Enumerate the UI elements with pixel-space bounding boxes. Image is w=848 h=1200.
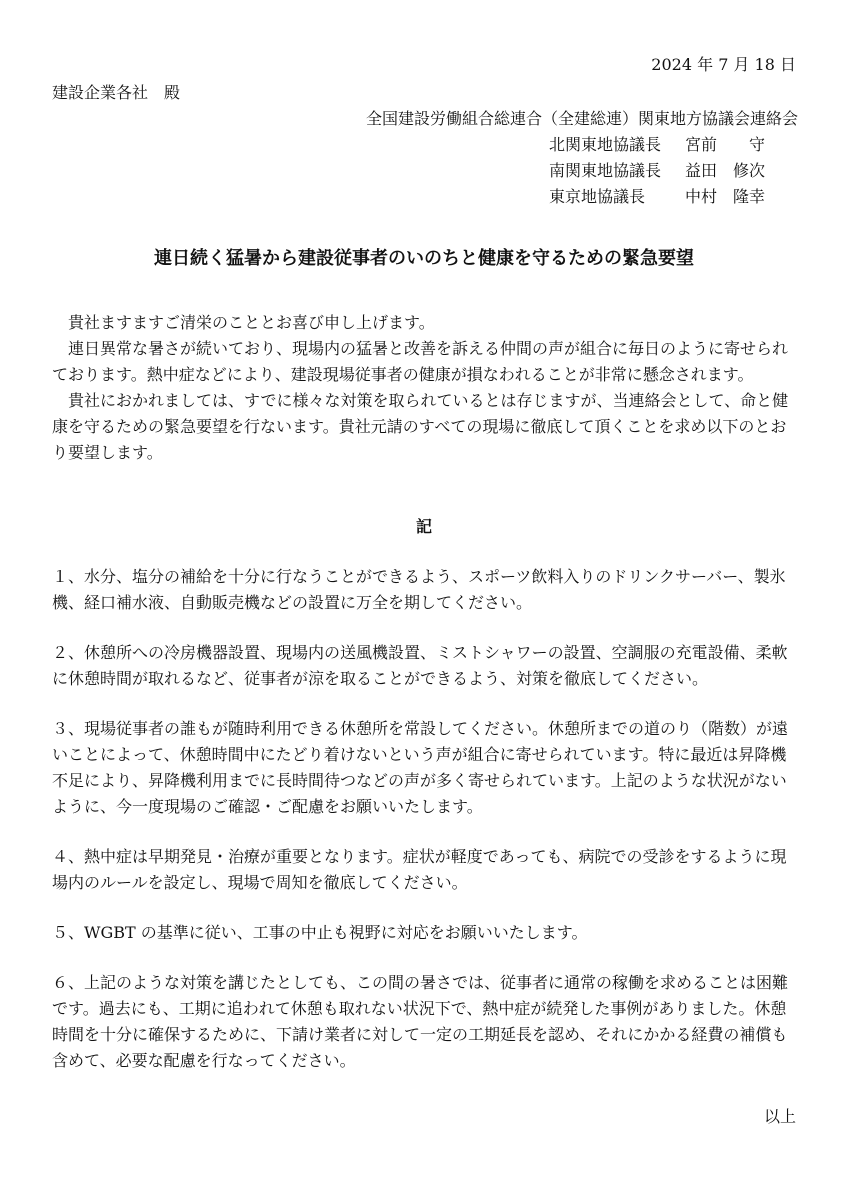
request-item: ３、現場従事者の誰もが随時利用できる休憩所を常設してください。休憩所までの道のり（階数）が遠いことによって、休憩時間中にたどり着けないという声が組合に寄せられています。特に最近は昇降機不足により、昇降機利用までに長時間待つなどの声が多く寄せられています。上記のような状況がないように、今一度現場のご確認・ご配慮をお願いいたします。 [52,719,789,816]
intro-paragraph: 貴社におかれましては、すでに様々な対策を取られているとは存じますが、当連絡会として、命と健康を守るための緊急要望を行ないます。貴社元請のすべての現場に徹底して頂くことを求め以下のとおり要望します。 [52,391,789,462]
sender-block [366,106,798,210]
signatory-row [549,158,798,184]
intro-paragraph: 貴社ますますご清栄のこととお喜び申し上げます。 [68,313,435,332]
request-list [52,564,800,1098]
request-item: ２、休憩所への冷房機器設置、現場内の送風機設置、ミストシャワーの設置、空調服の充電設備、柔軟に休憩時間が取れるなど、従事者が涼を取ることができるよう、対策を徹底してください。 [52,643,788,688]
document-date: 2024 年 7 月 18 日 [651,55,796,74]
addressee: 建設企業各社 殿 [52,83,181,102]
signatory-title: 南関東地協議長 [548,161,661,180]
intro-section [52,310,800,466]
request-item: ４、熱中症は早期発見・治療が重要となります。症状が軽度であっても、病院での受診をするように現場内のルールを設定し、現場で周知を徹底してください。 [52,847,787,892]
signatory-name: 宮前 守 [684,135,765,154]
request-item: ５、WGBT の基準に従い、工事の中止も視野に対応をお願いいたします。 [52,923,588,942]
request-item: ６、上記のような対策を講じたとしても、この間の暑さでは、従事者に通常の稼働を求めることは困難です。過去にも、工期に追われて休憩も取れない状況下で、熱中症が続発した事例がありました。休憩時間を十分に確保するために、下請け業者に対して一定の工期延長を認め、それにかかる経費の補償も含めて、必要な配慮を行なってください。 [52,973,789,1070]
signatory-row [549,184,798,210]
closing-mark: 以上 [763,1107,796,1126]
document-title: 連日続く猛暑から建設従事者のいのちと健康を守るための緊急要望 [154,248,694,269]
signatory-title: 北関東地協議長 [548,135,661,154]
sender-organization: 全国建設労働組合総連合（全建総連）関東地方協議会連絡会 [365,109,798,128]
signatory-name: 中村 隆幸 [684,187,765,206]
ki-heading: 記 [415,517,432,536]
intro-paragraph: 連日異常な暑さが続いており、現場内の猛暑と改善を訴える仲間の声が組合に毎日のように寄せられております。熱中症などにより、建設現場従事者の健康が損なわれることが非常に懸念されます。 [52,339,789,384]
signatory-title: 東京地協議長 [548,187,645,206]
request-item: １、水分、塩分の補給を十分に行なうことができるよう、スポーツ飲料入りのドリンクサーバー、製氷機、経口補水液、自動販売機などの設置に万全を期してください。 [52,567,786,612]
signatory-row [549,132,798,158]
signatory-name: 益田 修次 [684,161,765,180]
